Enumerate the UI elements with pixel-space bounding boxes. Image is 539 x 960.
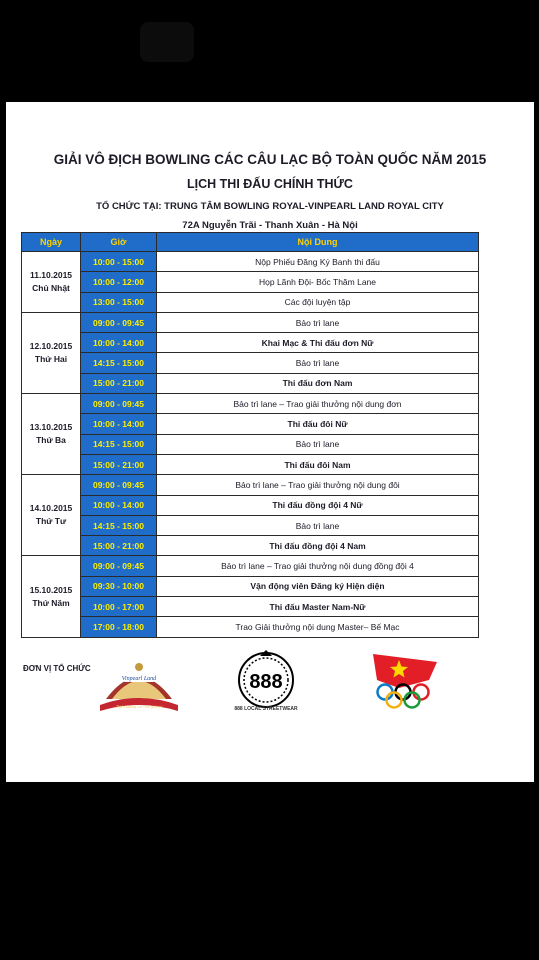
888-local-streetwear-logo — [232, 650, 300, 710]
activity-cell: Các đội luyện tập — [157, 292, 479, 312]
activity-cell: Bảo trì lane – Trao giải thưởng nội dung đôi — [157, 475, 479, 495]
activity-cell: Thi đấu đồng đội 4 Nữ — [157, 495, 479, 515]
time-cell: 14:15 - 15:00 — [81, 515, 157, 535]
column-header-content: Nội Dung — [157, 233, 479, 252]
date-text: 15.10.2015 — [29, 584, 73, 595]
activity-cell: Vận động viên Đăng ký Hiện diện — [157, 576, 479, 596]
activity-cell: Nộp Phiếu Đăng Ký Banh thi đấu — [157, 252, 479, 272]
venue-text: TỔ CHỨC TẠI: TRUNG TÂM BOWLING ROYAL-VINPEARL LAND ROYAL CITY — [96, 201, 444, 212]
time-cell: 13:00 - 15:00 — [81, 292, 157, 312]
table-header-row — [22, 233, 479, 252]
table-row — [22, 292, 479, 312]
dark-blur-artifact — [140, 22, 194, 62]
table-row — [22, 576, 479, 596]
activity-cell: Bảo trì lane — [157, 312, 479, 332]
table-row — [22, 312, 479, 332]
activity-cell: Trao Giải thưởng nội dung Master– Bế Mạc — [157, 617, 479, 637]
date-cell — [22, 556, 81, 637]
svg-text:Vinpearl Land: Vinpearl Land — [121, 676, 157, 682]
schedule-table — [21, 232, 479, 638]
schedule-sheet — [6, 102, 534, 782]
activity-cell: Bảo trì lane — [157, 353, 479, 373]
table-row — [22, 597, 479, 617]
activity-cell: Thi đấu đồng đội 4 Nam — [157, 536, 479, 556]
time-cell: 10:00 - 15:00 — [81, 252, 157, 272]
page-title: GIẢI VÔ ĐỊCH BOWLING CÁC CÂU LẠC BỘ TOÀN QUỐC NĂM 2015 — [53, 152, 487, 167]
table-row — [22, 434, 479, 454]
date-cell — [22, 312, 81, 393]
table-row — [22, 475, 479, 495]
table-row — [22, 495, 479, 515]
table-row — [22, 394, 479, 414]
888-logo-caption: 888 LOCAL STREETWEAR — [234, 706, 298, 712]
time-cell: 10:00 - 14:00 — [81, 414, 157, 434]
time-cell: 14:15 - 15:00 — [81, 353, 157, 373]
weekday-text: Thứ Ba — [36, 435, 66, 446]
table-row — [22, 353, 479, 373]
time-cell: 10:00 - 14:00 — [81, 333, 157, 353]
table-row — [22, 536, 479, 556]
time-cell: 10:00 - 14:00 — [81, 495, 157, 515]
table-row — [22, 252, 479, 272]
weekday-text: Chủ Nhật — [32, 282, 70, 293]
time-cell: 14:15 - 15:00 — [81, 434, 157, 454]
time-cell: 09:00 - 09:45 — [81, 394, 157, 414]
table-row — [22, 373, 479, 393]
vinpearl-land-logo — [94, 657, 184, 715]
time-cell: 09:30 - 10:00 — [81, 576, 157, 596]
date-cell — [22, 394, 81, 475]
date-text: 14.10.2015 — [29, 503, 73, 514]
time-cell: 15:00 - 21:00 — [81, 536, 157, 556]
time-cell: 17:00 - 18:00 — [81, 617, 157, 637]
table-row — [22, 617, 479, 637]
time-cell: 15:00 - 21:00 — [81, 373, 157, 393]
table-row — [22, 414, 479, 434]
time-cell: 15:00 - 21:00 — [81, 454, 157, 474]
activity-cell: Thi đấu đôi Nam — [157, 454, 479, 474]
olympic-rings-flag-logo — [369, 650, 443, 714]
activity-cell: Bảo trì lane — [157, 434, 479, 454]
svg-text:Thiên đường vui chơi giải trí: Thiên đường vui chơi giải trí — [115, 704, 163, 709]
table-row — [22, 556, 479, 576]
activity-cell: Bảo trì lane – Trao giải thưởng nội dung đơn — [157, 394, 479, 414]
address-text: 72A Nguyễn Trãi - Thanh Xuân - Hà Nội — [182, 220, 358, 231]
time-cell: 09:00 - 09:45 — [81, 556, 157, 576]
weekday-text: Thứ Tư — [35, 516, 67, 527]
activity-cell: Bảo trì lane — [157, 515, 479, 535]
table-row — [22, 454, 479, 474]
organizer-label: ĐƠN VỊ TỔ CHỨC — [23, 664, 91, 673]
activity-cell: Bảo trì lane – Trao giải thưởng nội dung đồng đội 4 — [157, 556, 479, 576]
page-subtitle: LỊCH THI ĐẤU CHÍNH THỨC — [187, 177, 353, 191]
activity-cell: Thi đấu đôi Nữ — [157, 414, 479, 434]
column-header-date: Ngày — [22, 233, 81, 252]
date-cell — [22, 252, 81, 313]
time-cell: 10:00 - 12:00 — [81, 272, 157, 292]
table-row — [22, 333, 479, 353]
activity-cell: Khai Mạc & Thi đấu đơn Nữ — [157, 333, 479, 353]
date-text: 11.10.2015 — [29, 269, 73, 280]
activity-cell: Thi đấu Master Nam-Nữ — [157, 597, 479, 617]
activity-cell: Thi đấu đơn Nam — [157, 373, 479, 393]
time-cell: 09:00 - 09:45 — [81, 475, 157, 495]
table-row — [22, 272, 479, 292]
activity-cell: Họp Lãnh Đội- Bốc Thăm Lane — [157, 272, 479, 292]
column-header-time: Giờ — [81, 233, 157, 252]
svg-text:888: 888 — [249, 671, 283, 693]
table-row — [22, 515, 479, 535]
weekday-text: Thứ Hai — [34, 353, 68, 364]
weekday-text: Thứ Năm — [32, 597, 70, 608]
date-text: 13.10.2015 — [29, 422, 73, 433]
date-cell — [22, 475, 81, 556]
time-cell: 10:00 - 17:00 — [81, 597, 157, 617]
time-cell: 09:00 - 09:45 — [81, 312, 157, 332]
date-text: 12.10.2015 — [29, 340, 73, 351]
